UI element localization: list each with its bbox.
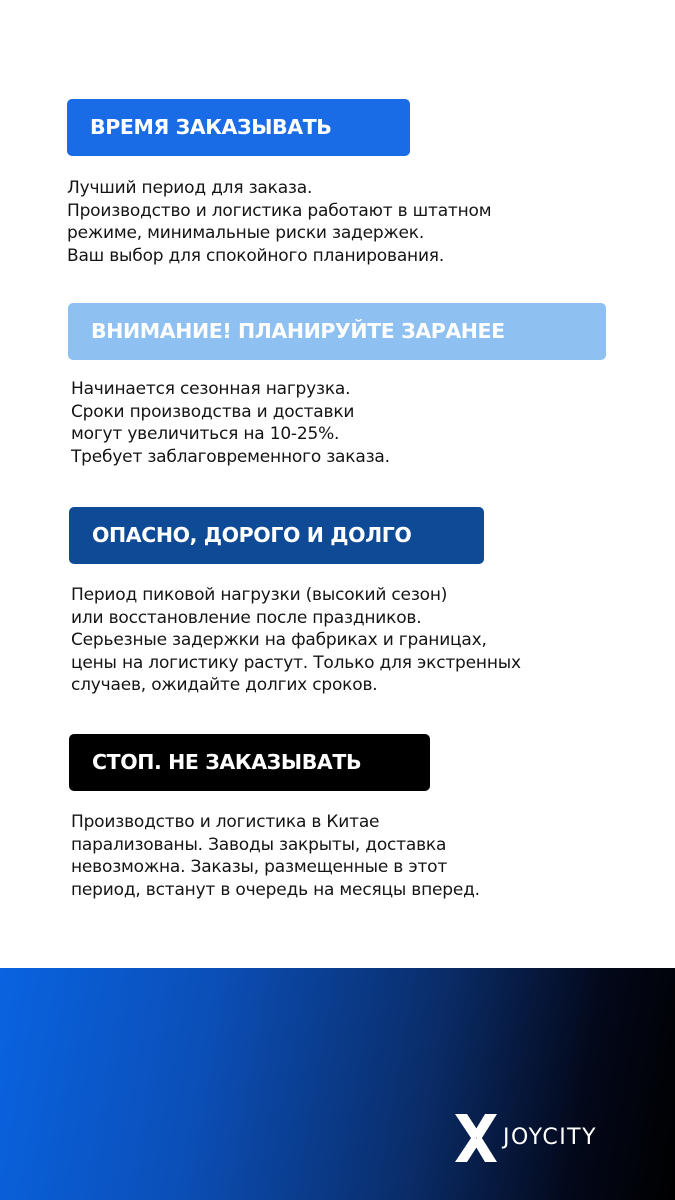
section-description-order-time xyxy=(67,177,491,267)
description-line: Начинается сезонная нагрузка. xyxy=(71,379,351,399)
description-line: Производство и логистика работают в штатном xyxy=(67,200,492,221)
description-line: период, встанут в очередь на месяцы вперед. xyxy=(71,879,480,900)
description-line: Лучший период для заказа. xyxy=(67,178,313,198)
footer-gradient-banner xyxy=(0,968,675,1200)
description-line: или восстановление после праздников. xyxy=(71,607,422,628)
section-description-dangerous xyxy=(71,584,521,697)
status-badge-stop: СТОП. НЕ ЗАКАЗЫВАТЬ xyxy=(69,734,430,791)
brand-name: JOYCITY xyxy=(503,1125,598,1150)
status-badge-dangerous: ОПАСНО, ДОРОГО И ДОЛГО xyxy=(69,507,484,564)
section-description-plan-ahead xyxy=(71,378,390,468)
description-line: цены на логистику растут. Только для экстренных xyxy=(71,652,521,673)
section-description-stop xyxy=(71,811,480,901)
joycity-logo-icon xyxy=(453,1112,499,1164)
description-line: Требует заблаговременного заказа. xyxy=(71,446,390,467)
description-line: Период пиковой нагрузки (высокий сезон) xyxy=(71,585,448,605)
description-line: случаев, ожидайте долгих сроков. xyxy=(71,675,378,695)
description-line: Производство и логистика в Китае xyxy=(71,812,380,832)
description-line: могут увеличиться на 10-25%. xyxy=(71,424,340,444)
description-line: Сроки производства и доставки xyxy=(71,401,355,422)
status-badge-plan-ahead: ВНИМАНИЕ! ПЛАНИРУЙТЕ ЗАРАНЕЕ xyxy=(68,303,606,360)
description-line: режиме, минимальные риски задержек. xyxy=(67,223,425,243)
status-badge-order-time: ВРЕМЯ ЗАКАЗЫВАТЬ xyxy=(67,99,410,156)
description-line: Ваш выбор для спокойного планирования. xyxy=(67,245,445,266)
brand-logo xyxy=(453,1112,597,1164)
description-line: невозможна. Заказы, размещенные в этот xyxy=(71,857,448,877)
description-line: Серьезные задержки на фабриках и границах, xyxy=(71,630,487,650)
description-line: парализованы. Заводы закрыты, доставка xyxy=(71,834,447,855)
